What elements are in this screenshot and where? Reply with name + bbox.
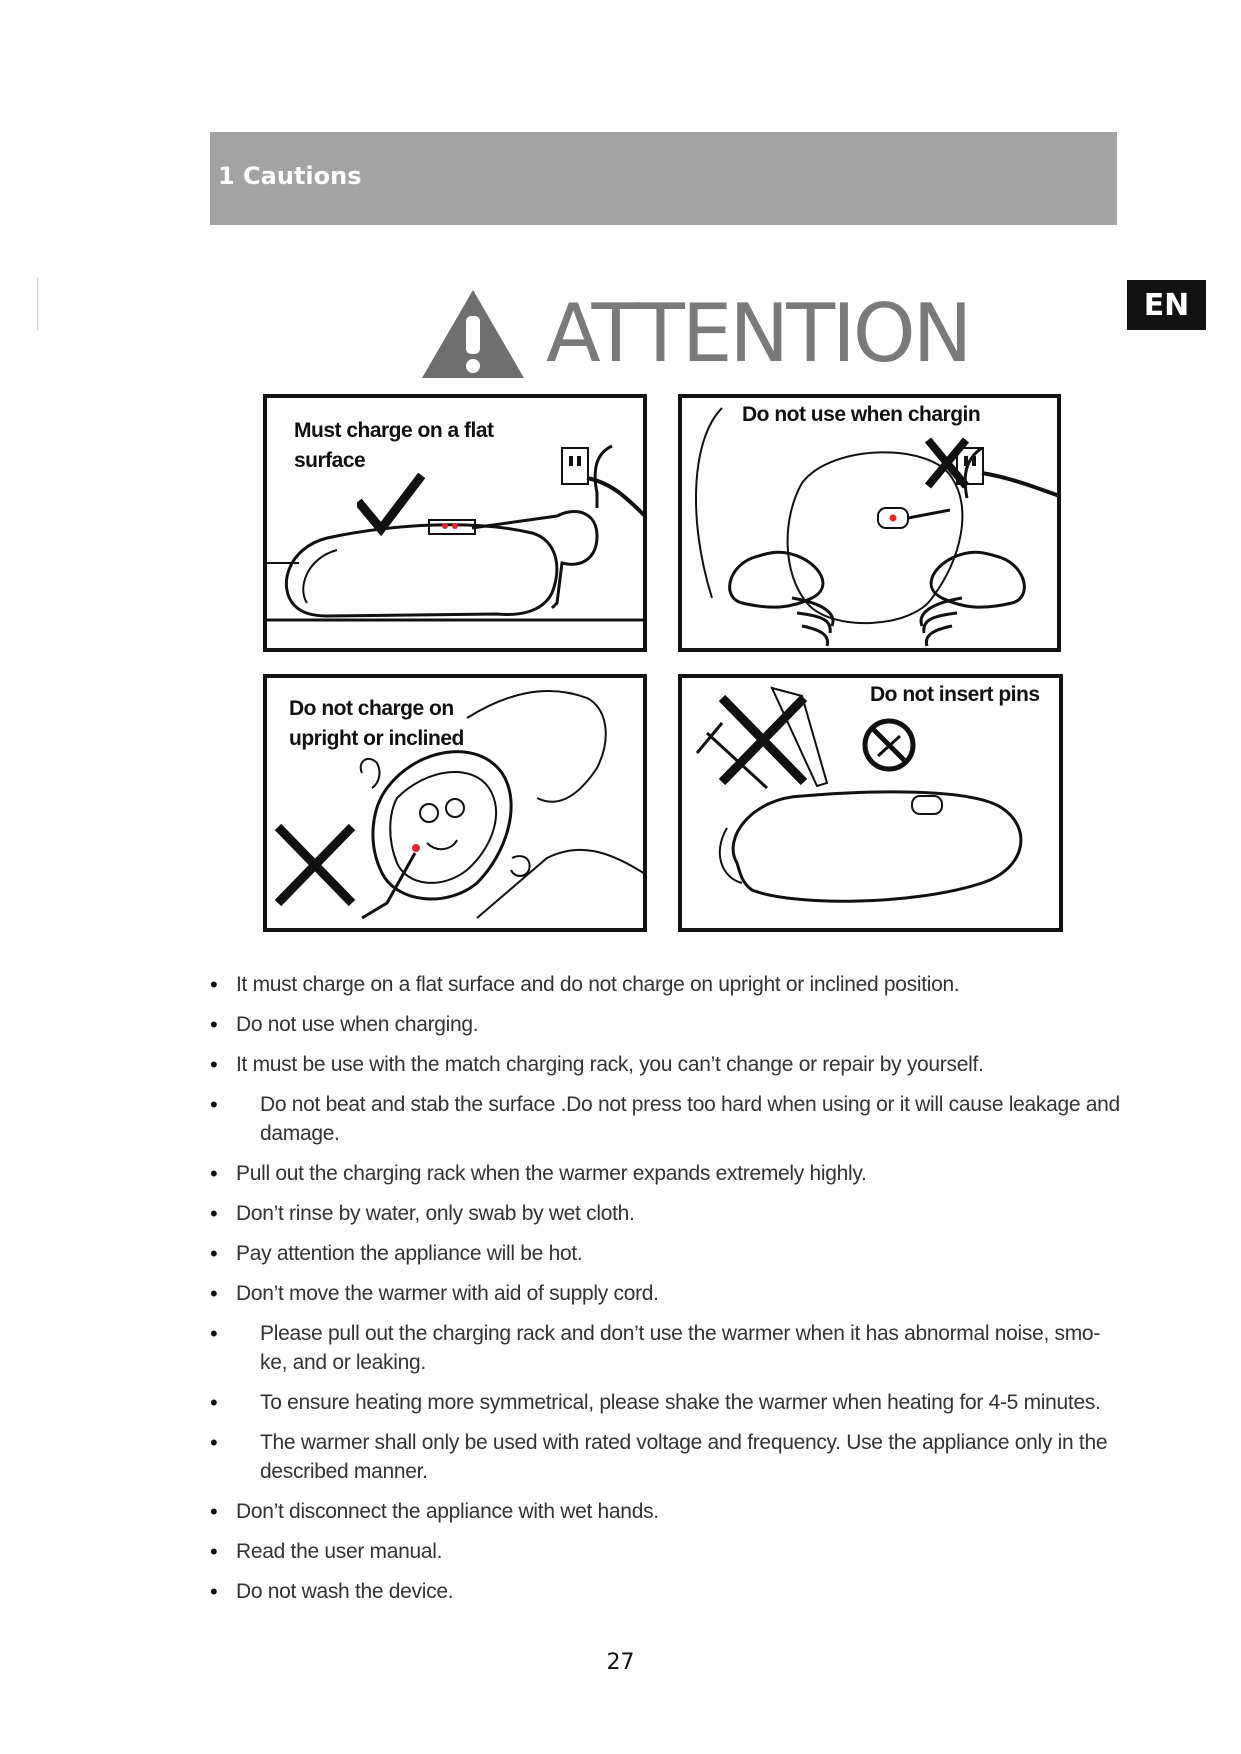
panel-no-pins — [678, 674, 1063, 932]
list-item: • Do not beat and stab the surface .Do not press too hard when using or it will cause leakage and damage. — [210, 1090, 1122, 1148]
panel-label: Do not insert pins — [870, 683, 1040, 706]
panel-label: Must charge on a flat surface — [294, 419, 494, 472]
list-item: • Pull out the charging rack when the warmer expands extremely highly. — [210, 1159, 1122, 1188]
panel-not-inclined — [263, 674, 647, 932]
cautions-list — [210, 970, 1122, 1617]
list-item: • Don’t rinse by water, only swab by wet cloth. — [210, 1199, 1122, 1228]
list-item: • To ensure heating more symmetrical, please shake the warmer when heating for 4-5 minutes. — [210, 1388, 1122, 1417]
list-item: • Please pull out the charging rack and don’t use the warmer when it has abnormal noise, smo-ke, and or leaking. — [210, 1319, 1122, 1377]
no-pins-icon — [860, 716, 918, 774]
list-item: • Do not use when charging. — [210, 1010, 1122, 1039]
check-icon — [357, 473, 427, 543]
page-number: 27 — [606, 1650, 635, 1675]
list-item: • Don’t move the warmer with aid of supply cord. — [210, 1279, 1122, 1308]
cross-icon — [272, 823, 357, 908]
list-item: • Read the user manual. — [210, 1537, 1122, 1566]
margin-mark — [37, 278, 38, 330]
attention-title: ATTENTION — [546, 286, 970, 380]
list-item: • The warmer shall only be used with rated voltage and frequency. Use the appliance only in the described manner. — [210, 1428, 1122, 1486]
attention-banner — [418, 286, 970, 381]
list-item: • It must be use with the match charging rack, you can’t change or repair by yourself. — [210, 1050, 1122, 1079]
section-header — [210, 132, 1117, 225]
cross-icon — [922, 436, 972, 491]
list-item: • Pay attention the appliance will be hot. — [210, 1239, 1122, 1268]
list-item: • Do not wash the device. — [210, 1577, 1122, 1606]
panel-flat-surface — [263, 394, 647, 652]
panel-label: Do not use when chargin — [742, 403, 981, 426]
hands-on-warmer-illustration — [682, 398, 1061, 652]
list-item: • It must charge on a flat surface and do not charge on upright or inclined position. — [210, 970, 1122, 999]
section-title: 1 Cautions — [218, 162, 362, 190]
panel-not-while-charging — [678, 394, 1061, 652]
list-item: • Don’t disconnect the appliance with wet hands. — [210, 1497, 1122, 1526]
warning-triangle-icon — [418, 286, 528, 381]
cross-icon — [712, 690, 812, 790]
language-badge: EN — [1127, 280, 1206, 330]
panel-label: Do not charge on upright or inclined — [289, 697, 464, 750]
